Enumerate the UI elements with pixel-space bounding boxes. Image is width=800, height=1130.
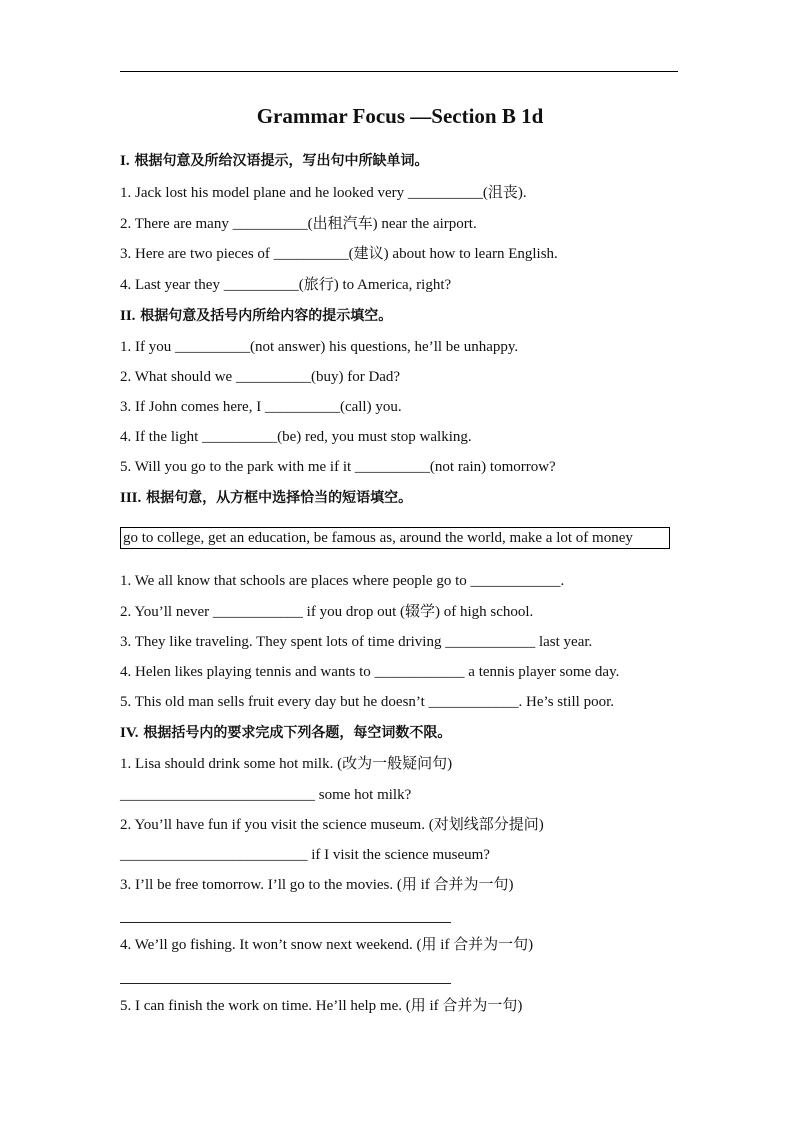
section-4-heading [120, 724, 451, 742]
section-3-heading [120, 489, 412, 507]
section-4-item: 5. I can finish the work on time. He’ll help me. (用 if 合并为一句) [120, 998, 523, 1014]
section-4-item: 3. I’ll be free tomorrow. I’ll go to the movies. (用 if 合并为一句) [120, 877, 514, 893]
section-3-item: 3. They like traveling. They spent lots of time driving ____________ last year. [120, 634, 593, 650]
answer-blank-line [120, 983, 451, 984]
section-3-number: III. [120, 490, 142, 506]
section-4-answer-line: _________________________ if I visit the science museum? [120, 847, 490, 863]
section-3-item: 1. We all know that schools are places where people go to ____________. [120, 573, 565, 589]
answer-blank-line [120, 922, 451, 923]
section-4-item: 1. Lisa should drink some hot milk. (改为一般疑问句) [120, 756, 453, 772]
section-2-item: 1. If you __________(not answer) his questions, he’ll be unhappy. [120, 339, 519, 355]
section-2-number: II. [120, 308, 136, 324]
section-1-item: 3. Here are two pieces of __________(建议) about how to learn English. [120, 246, 558, 262]
section-2-item: 3. If John comes here, I __________(call) you. [120, 399, 402, 415]
section-1-item: 4. Last year they __________(旅行) to America, right? [120, 277, 452, 293]
section-1-number: I. [120, 153, 130, 169]
section-4-item: 2. You’ll have fun if you visit the science museum. (对划线部分提问) [120, 817, 544, 833]
section-4-item: 4. We’ll go fishing. It won’t snow next weekend. (用 if 合并为一句) [120, 937, 534, 953]
section-4-instruction: 根据括号内的要求完成下列各题，每空词数不限。 [138, 725, 452, 741]
section-1-item: 2. There are many __________(出租汽车) near the airport. [120, 216, 477, 232]
section-1-heading [120, 152, 428, 170]
page-title: Grammar Focus —Section B 1d [256, 104, 544, 128]
section-2-instruction: 根据句意及括号内所给内容的提示填空。 [135, 308, 393, 324]
section-2-item: 4. If the light __________(be) red, you must stop walking. [120, 429, 472, 445]
section-4-number: IV. [120, 725, 139, 741]
section-2-heading [120, 307, 392, 325]
section-3-item: 5. This old man sells fruit every day but he doesn’t ____________. He’s still poor. [120, 694, 614, 710]
section-3-item: 4. Helen likes playing tennis and wants to ____________ a tennis player some day. [120, 664, 620, 680]
phrase-box: go to college, get an education, be famous as, around the world, make a lot of money [120, 527, 670, 549]
section-2-item: 2. What should we __________(buy) for Dad? [120, 369, 401, 385]
section-3-item: 2. You’ll never ____________ if you drop out (辍学) of high school. [120, 604, 534, 620]
section-2-item: 5. Will you go to the park with me if it __________(not rain) tomorrow? [120, 459, 556, 475]
section-1-instruction: 根据句意及所给汉语提示，写出句中所缺单词。 [129, 153, 429, 169]
section-3-instruction: 根据句意，从方框中选择恰当的短语填空。 [141, 490, 413, 506]
top-rule [120, 71, 678, 72]
section-1-item: 1. Jack lost his model plane and he looked very __________(沮丧). [120, 185, 527, 201]
section-4-answer-line: __________________________ some hot milk? [120, 787, 412, 803]
